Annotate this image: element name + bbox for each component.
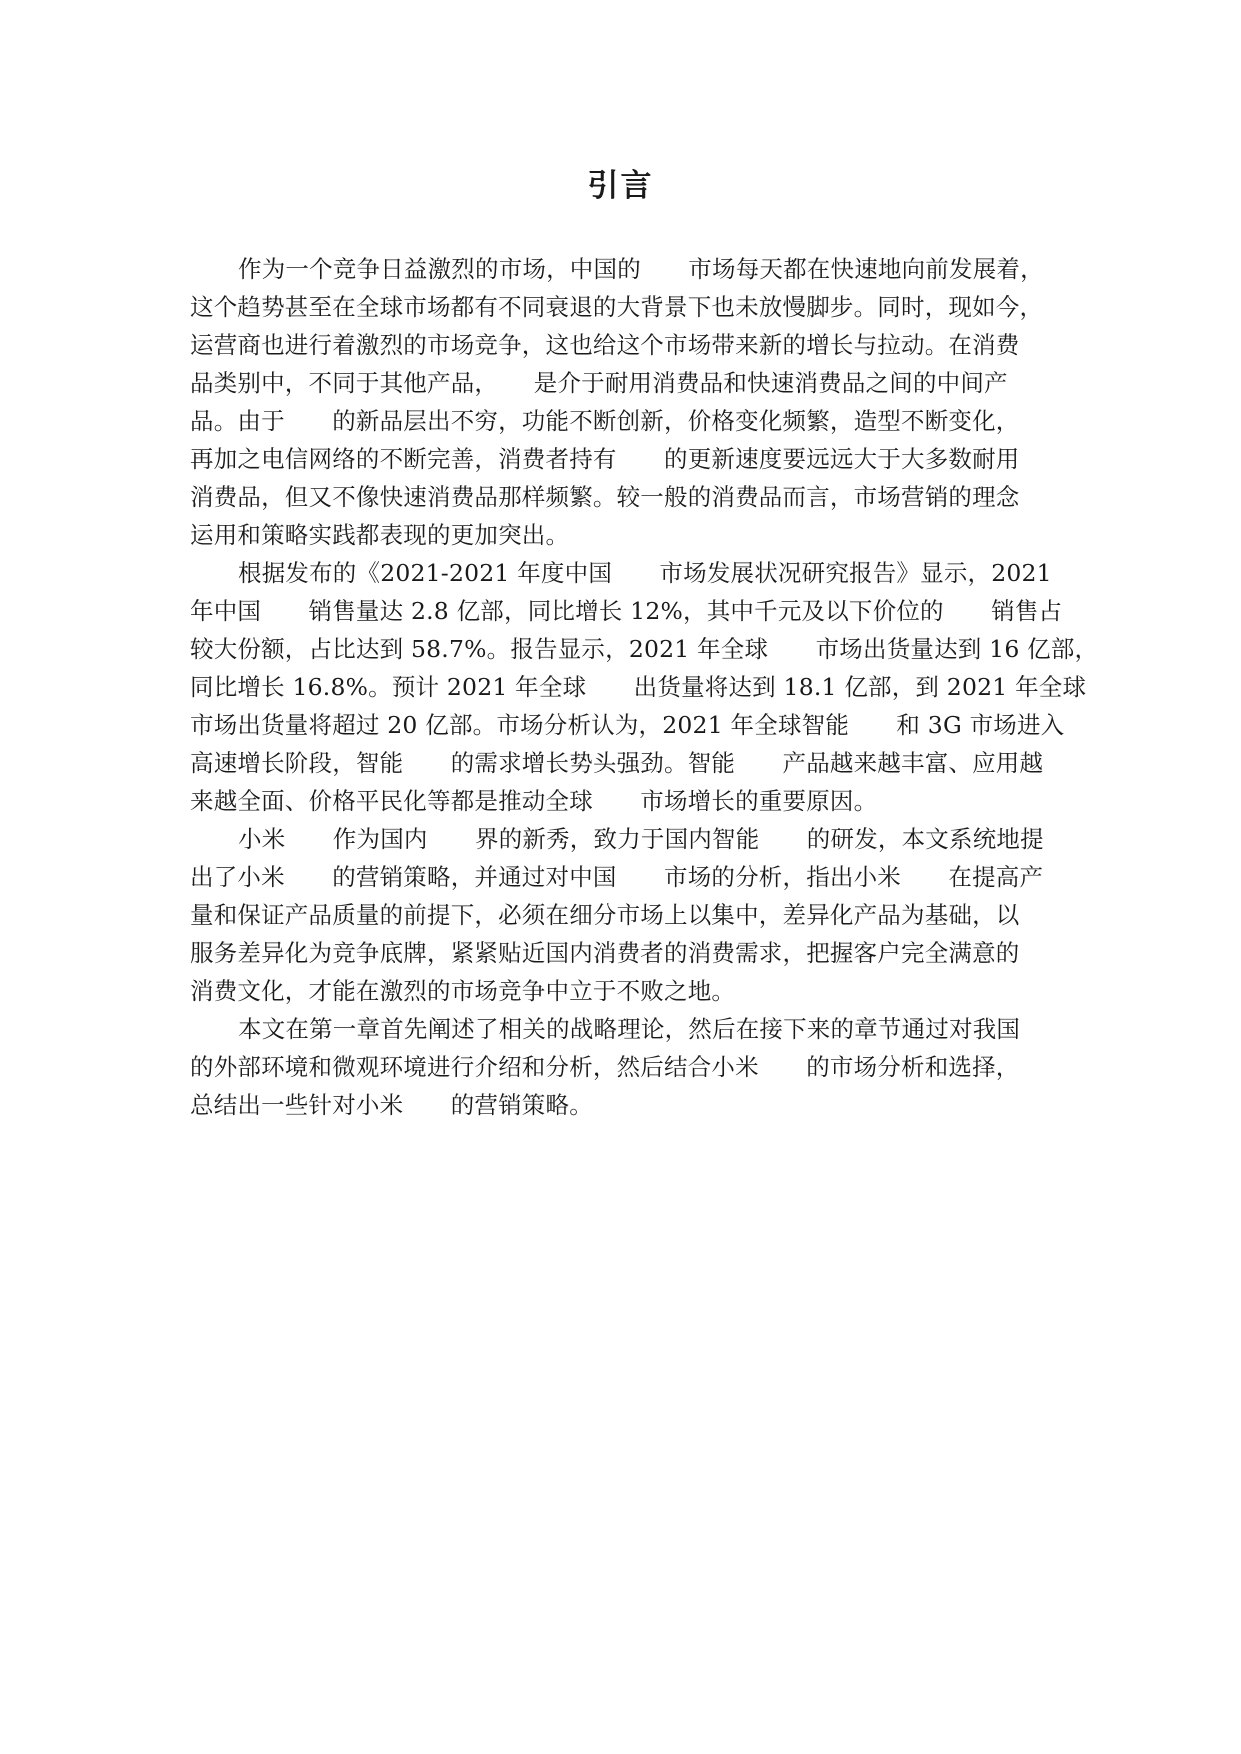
text-line: 服务差异化为竞争底牌，紧紧贴近国内消费者的消费需求，把握客户完全满意的 xyxy=(190,939,1020,967)
text-line: 年中国 销售量达 2.8 亿部，同比增长 12%，其中千元及以下价位的 销售占 xyxy=(190,597,1063,625)
text-line: 总结出一些针对小米 的营销策略。 xyxy=(190,1091,593,1119)
text-line: 出了小米 的营销策略，并通过对中国 市场的分析，指出小米 在提高产 xyxy=(190,863,1044,891)
text-line: 消费文化，才能在激烈的市场竞争中立于不败之地。 xyxy=(190,977,736,1005)
text-line: 高速增长阶段，智能 的需求增长势头强劲。智能 产品越来越丰富、应用越 xyxy=(190,749,1044,777)
text-line: 消费品，但又不像快速消费品那样频繁。较一般的消费品而言，市场营销的理念 xyxy=(190,483,1020,511)
text-line: 同比增长 16.8%。预计 2021 年全球 出货量将达到 18.1 亿部，到 2021 年全球 xyxy=(190,673,1087,701)
text-line: 再加之电信网络的不断完善，消费者持有 的更新速度要远远大于大多数耐用 xyxy=(190,445,1020,473)
paragraph xyxy=(190,554,1099,820)
text-line: 本文在第一章首先阐述了相关的战略理论，然后在接下来的章节通过对我国 xyxy=(238,1015,1021,1043)
text-line: 品。由于 的新品层出不穷，功能不断创新，价格变化频繁，造型不断变化， xyxy=(190,407,1020,435)
text-line: 品类别中，不同于其他产品， 是介于耐用消费品和快速消费品之间的中间产 xyxy=(190,369,1008,397)
text-line: 的外部环境和微观环境进行介绍和分析，然后结合小米 的市场分析和选择， xyxy=(190,1053,1020,1081)
text-line: 运用和策略实践都表现的更加突出。 xyxy=(190,521,570,549)
text-line: 来越全面、价格平民化等都是推动全球 市场增长的重要原因。 xyxy=(190,787,878,815)
text-line: 量和保证产品质量的前提下，必须在细分市场上以集中，差异化产品为基础，以 xyxy=(190,901,1020,929)
text-line: 较大份额，占比达到 58.7%。报告显示，2021 年全球 市场出货量达到 16 亿部， xyxy=(190,635,1099,663)
paragraph xyxy=(190,250,1050,554)
paragraph xyxy=(190,1010,1050,1124)
page-title: 引言 xyxy=(587,168,654,204)
text-line: 市场出货量将超过 20 亿部。市场分析认为，2021 年全球智能 和 3G 市场进入 xyxy=(190,711,1065,739)
text-line: 小米 作为国内 界的新秀，致力于国内智能 的研发，本文系统地提 xyxy=(238,825,1044,853)
text-line: 这个趋势甚至在全球市场都有不同衰退的大背景下也未放慢脚步。同时，现如今， xyxy=(190,293,1044,321)
text-line: 运营商也进行着激烈的市场竞争，这也给这个市场带来新的增长与拉动。在消费 xyxy=(190,331,1020,359)
document-body xyxy=(190,250,1099,1124)
paragraph xyxy=(190,820,1050,1010)
text-line: 根据发布的《2021-2021 年度中国 市场发展状况研究报告》显示，2021 xyxy=(238,559,1052,587)
text-line: 作为一个竞争日益激烈的市场，中国的 市场每天都在快速地向前发展着， xyxy=(238,255,1044,283)
